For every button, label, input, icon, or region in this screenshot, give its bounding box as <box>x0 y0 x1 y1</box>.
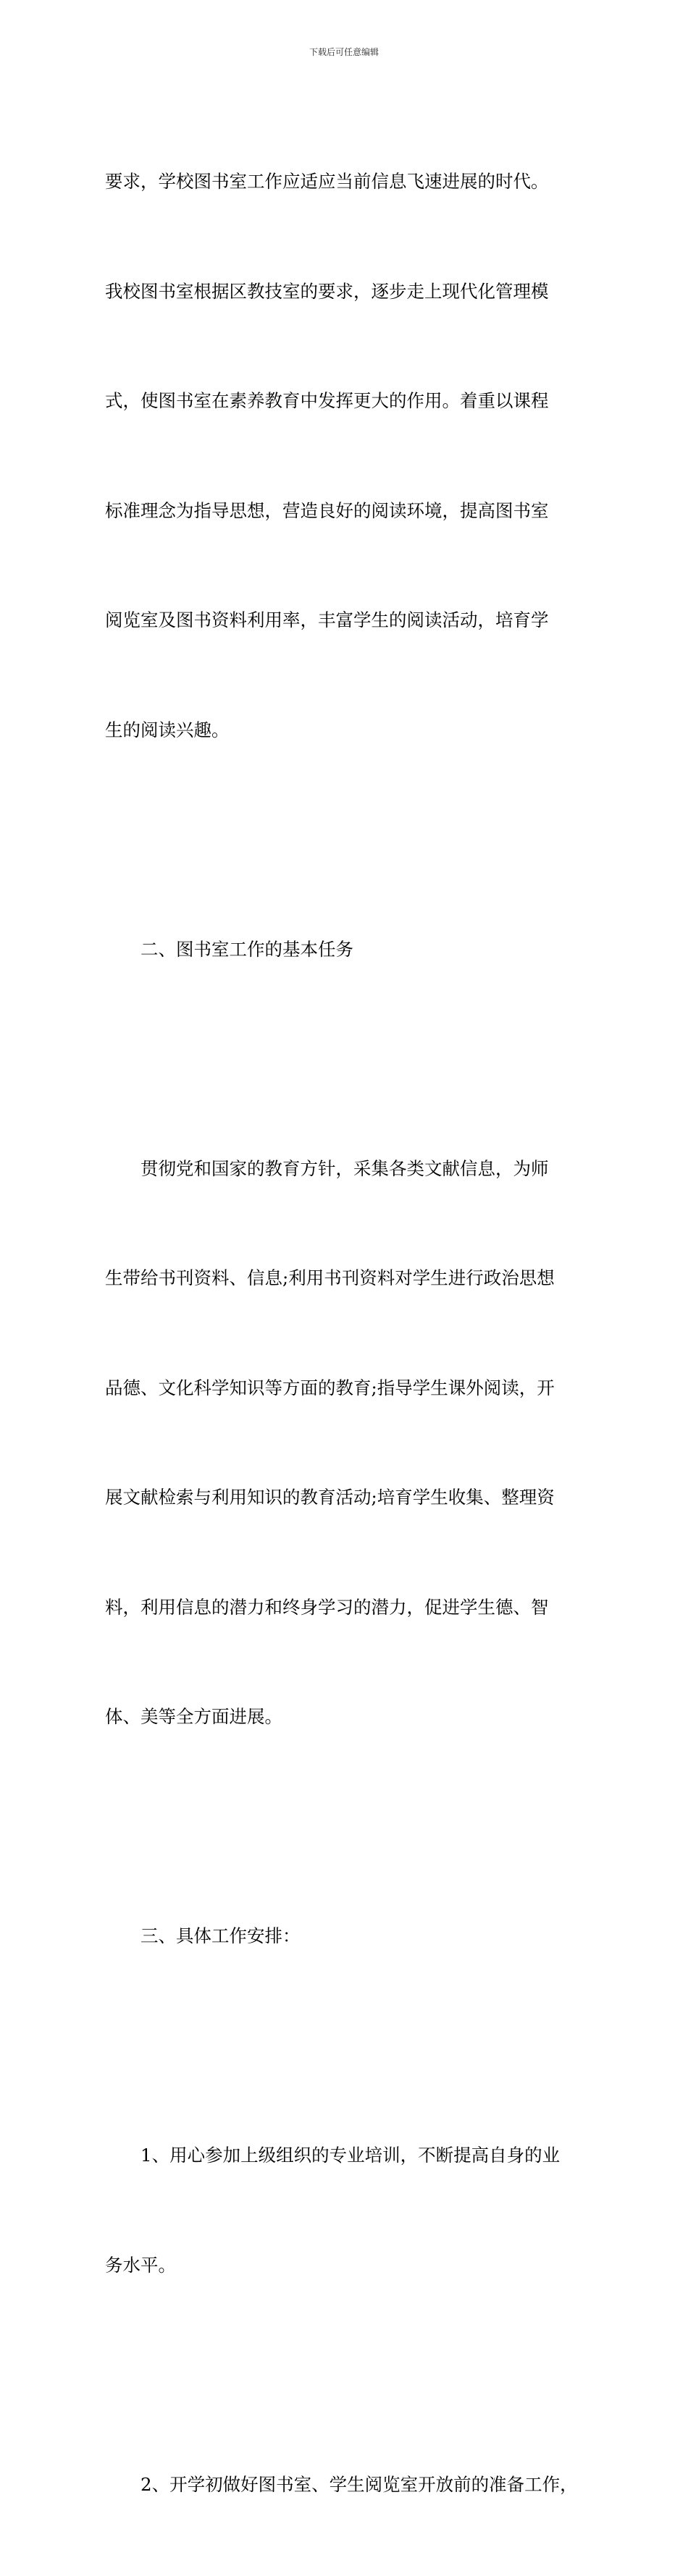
text-line: 生带给书刊资料、信息;利用书刊资料对学生进行政治思想 <box>105 1260 583 1297</box>
text-line: 料，利用信息的潜力和终身学习的潜力，促进学生德、智 <box>105 1589 583 1626</box>
text-line: 式，使图书室在素养教育中发挥更大的作用。着重以课程 <box>105 383 583 420</box>
list-item-1 <box>105 2064 583 2357</box>
text-line: 务水平。 <box>105 2247 583 2284</box>
text-line: 1、用心参加上级组织的专业培训，不断提高自身的业 <box>105 2137 583 2174</box>
section-heading-2 <box>105 858 583 1042</box>
text-line: 我校图书室根据区教技室的要求，逐步走上现代化管理模 <box>105 274 583 311</box>
page-header: 下载后可任意编辑 <box>0 46 688 58</box>
heading-text: 三、具体工作安排： <box>105 1918 583 1955</box>
heading-text: 二、图书室工作的基本任务 <box>105 932 583 968</box>
paragraph-tasks <box>105 1078 583 1809</box>
text-line: 要求，学校图书室工作应适应当前信息飞速进展的时代。 <box>105 164 583 200</box>
text-line: 阅览室及图书资料利用率，丰富学生的阅读活动，培育学 <box>105 602 583 639</box>
document-body <box>105 90 583 2576</box>
section-heading-3 <box>105 1845 583 2028</box>
text-line: 2、开学初做好图书室、学生阅览室开放前的准备工作， <box>105 2467 583 2504</box>
text-line: 体、美等全方面进展。 <box>105 1699 583 1736</box>
text-line: 展文献检索与利用知识的教育活动;培育学生收集、整理资 <box>105 1479 583 1516</box>
list-item-2 <box>105 2394 583 2576</box>
text-line: 贯彻党和国家的教育方针，采集各类文献信息，为师 <box>105 1151 583 1188</box>
paragraph-intro <box>105 90 583 822</box>
text-line: 标准理念为指导思想，营造良好的阅读环境，提高图书室 <box>105 493 583 530</box>
text-line: 生的阅读兴趣。 <box>105 712 583 749</box>
text-line: 品德、文化科学知识等方面的教育;指导学生课外阅读，开 <box>105 1370 583 1407</box>
